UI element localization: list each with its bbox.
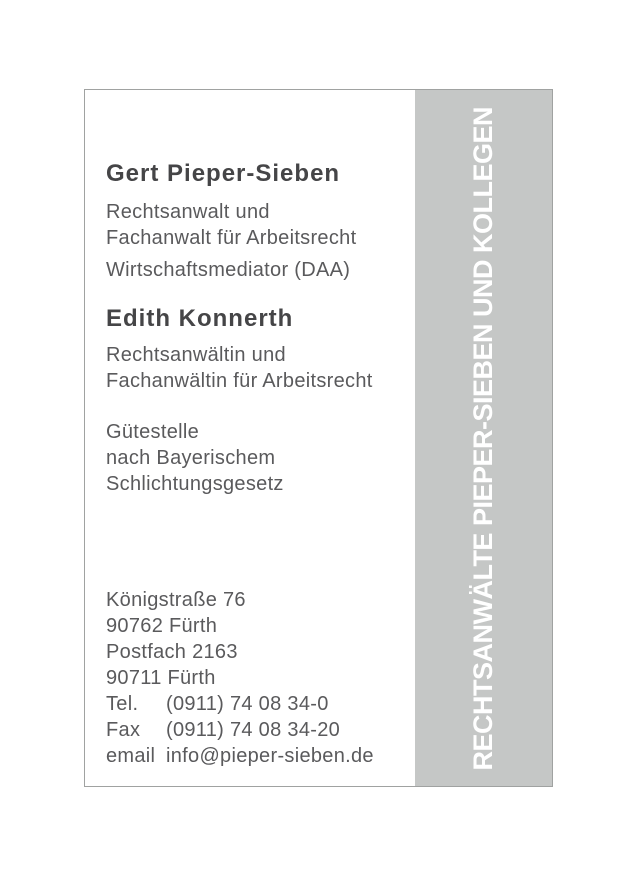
email-row <box>106 743 411 769</box>
firm-name-vertical-text: RECHTSANWÄLTE PIEPER-SIEBEN UND KOLLEGEN <box>467 107 498 771</box>
service-line: Gütestelle <box>106 421 200 443</box>
phone-row <box>106 691 411 717</box>
phone-number: (0911) 74 08 34-0 <box>166 693 329 715</box>
role-line: Fachanwalt für Arbeitsrecht <box>106 227 357 249</box>
side-band <box>415 90 552 786</box>
address-contact-block <box>106 587 411 769</box>
role-line: Fachanwältin für Arbeitsrecht <box>106 370 373 392</box>
service-line: Schlichtungsgesetz <box>106 473 284 495</box>
phone-label: Tel. <box>106 693 139 715</box>
address-pobox-city: 90711 Fürth <box>106 667 216 689</box>
guetestelle-block <box>106 419 411 497</box>
qualification-mediator: Wirtschaftsmediator (DAA) <box>106 259 351 281</box>
fax-number: (0911) 74 08 34-20 <box>166 719 341 741</box>
business-card <box>84 89 553 787</box>
roles-gert <box>106 199 411 251</box>
service-line: nach Bayerischem <box>106 447 276 469</box>
address-pobox: Postfach 2163 <box>106 641 238 663</box>
person-name-gert-pieper-sieben: Gert Pieper-Sieben <box>106 160 341 187</box>
person-name-edith-konnerth: Edith Konnerth <box>106 305 294 332</box>
email-label: email <box>106 745 156 767</box>
roles-edith <box>106 342 411 394</box>
card-content <box>106 90 411 769</box>
role-line: Rechtsanwältin und <box>106 344 286 366</box>
fax-label: Fax <box>106 719 141 741</box>
address-street: Königstraße 76 <box>106 589 246 611</box>
fax-row <box>106 717 411 743</box>
address-city: 90762 Fürth <box>106 615 218 637</box>
email-address: info@pieper-sieben.de <box>166 745 374 767</box>
role-line: Rechtsanwalt und <box>106 201 270 223</box>
